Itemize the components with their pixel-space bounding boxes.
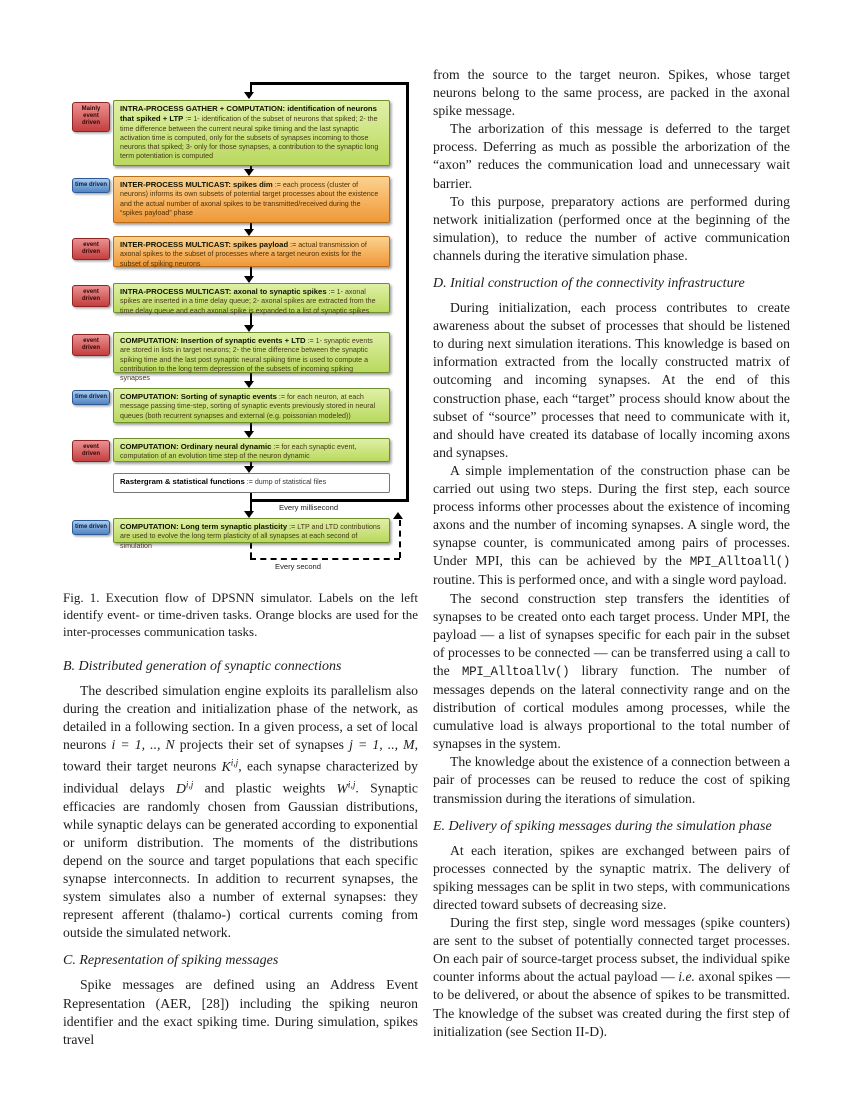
arrow-down-icon xyxy=(244,431,254,438)
flow-block-title: INTER-PROCESS MULTICAST: spikes payload xyxy=(120,240,289,249)
text-segment: C. Representation of spiking messages xyxy=(63,953,279,969)
arrow-down-icon xyxy=(244,229,254,236)
side-label-time-driven: time driven xyxy=(72,520,110,535)
side-label-event-driven: event driven xyxy=(72,285,110,307)
flow-block-intra-process-gather xyxy=(113,100,390,166)
flow-block-rastergram xyxy=(113,473,390,493)
loop-label-second: Every second xyxy=(275,562,322,571)
section-heading-c xyxy=(63,953,418,969)
text-segment: axonal spikes — to be delivered, or about the absence of spikes to be transmitted. The knowledge of the subset was created during the first step of initialization (see Section II-D). xyxy=(433,969,790,1039)
text-segment: K$^{i,j}$ xyxy=(221,758,239,774)
text-segment: library function. The number of messages depends on the lateral connectivity range and on the distribution of cortical modules among processes, while the cumulative load is always proportional to the total number of synapses in the system. xyxy=(433,662,790,752)
flow-line xyxy=(250,373,253,381)
arrow-down-icon xyxy=(244,511,254,518)
paragraph-d2 xyxy=(433,462,790,590)
text-segment: At each iteration, spikes are exchanged between pairs of processes connected by the synaptic matrix. The delivery of spiking messages can be split in two steps, with communications directed toward subsets of decreasing size. xyxy=(433,842,790,912)
flow-block-title: Rastergram & statistical functions xyxy=(120,477,245,486)
flow-block-title: COMPUTATION: Long term synaptic plasticity xyxy=(120,522,288,531)
paragraph-e2 xyxy=(433,914,790,1041)
right-column xyxy=(433,66,790,1041)
flow-block-desc: := dump of statistical files xyxy=(246,478,327,486)
text-segment: A simple implementation of the construction phase can be carried out using two steps. During the first step, each source process informs other processes about the existence of incoming axons and the number of incoming synapses. A single word, the synapse counter, is communicated among pairs of processes. Under MPI, this can be achieved by the xyxy=(433,462,790,569)
text-segment: D$^{i,j}$ xyxy=(176,780,194,796)
text-segment: . Synaptic efficacies are randomly chosen from Gaussian distributions, while synaptic delays can be generated according to exponential or uniform distribution. The moments of the distributions depend on the source and target populations that each specific synapse interconnects. In addition to recurrent synapses, the system simulates also a number of external synapses: they represent afferent (thalamo-) cortical currents coming from outside the simulated network. xyxy=(63,780,418,941)
arrow-down-icon xyxy=(244,466,254,473)
side-label-event-driven: event driven xyxy=(72,440,110,462)
text-segment: , toward their target neurons xyxy=(63,737,418,774)
flow-block-long-term-plasticity xyxy=(113,518,390,550)
flow-line xyxy=(250,423,253,431)
flow-block-sorting xyxy=(113,388,390,423)
side-label-event-driven: event driven xyxy=(72,334,110,356)
text-segment: MPI_Alltoall() xyxy=(689,555,790,570)
flow-block-title: COMPUTATION: Ordinary neural dynamic xyxy=(120,442,272,451)
flow-block-title: INTRA-PROCESS MULTICAST: axonal to synaptic spikes xyxy=(120,287,327,296)
flow-line xyxy=(250,267,253,276)
paragraph-d3 xyxy=(433,590,790,754)
text-segment: During the first step, single word messages (spike counters) are sent to the subset of potentially connected target processes. On each pair of source-target process subset, the individual spike counter informs about the actual payload — xyxy=(433,915,790,985)
loop-dashed-line xyxy=(250,558,400,560)
paragraph-d4 xyxy=(433,753,790,807)
flow-block-desc: := 1- identification of the subset of neurons that spiked; 2- the time difference between the current neural spike timing and the last synaptic activation time is computed, only for the subsets of synapses incoming to those neurons that spiked; 3- only for those synapses, a contribution to the synaptic long term potentiation is computed xyxy=(120,115,379,161)
loop-line-right xyxy=(406,82,409,502)
flow-block-desc: := 1- axonal spikes are inserted in a time delay queue; 2- axonal spikes are extracted from the time delay queue and each axonal spike is expanded to a list of synaptic spikes xyxy=(120,288,376,315)
flow-block-desc: := LTP and LTD contributions are used to evolve the long term plasticity of all synapses at each second of simulation xyxy=(120,523,381,550)
text-segment: The knowledge about the existence of a connection between a pair of processes can be reused to reduce the cost of spiking transmission during the iterations of simulation. xyxy=(433,754,790,806)
text-segment: i.e. xyxy=(678,969,695,985)
flow-block-desc: := actual transmission of axonal spikes to the subset of processes where a target neuron exists for the subset of spiking neurons xyxy=(120,241,367,268)
text-segment: MPI_Alltoallv() xyxy=(461,664,570,679)
text-segment: and plastic weights xyxy=(193,780,337,796)
paragraph-arborization xyxy=(433,120,790,192)
loop-line-return xyxy=(250,499,409,502)
arrow-up-icon xyxy=(393,512,403,519)
flow-block-title: COMPUTATION: Insertion of synaptic events + LTD xyxy=(120,336,306,345)
text-segment: The described simulation engine exploits its parallelism also during the creation and initialization phase of the network, as detailed in a following section. In a given process, a set of local neurons xyxy=(63,683,418,753)
text-segment: E. Delivery of spiking messages during the simulation phase xyxy=(433,818,772,834)
section-heading-b xyxy=(63,659,418,675)
side-label-event-driven: event driven xyxy=(72,238,110,260)
text-segment: projects their set of synapses xyxy=(174,737,350,753)
flow-block-title: INTRA-PROCESS GATHER + COMPUTATION: identification of neurons that spiked + LTP xyxy=(120,104,377,124)
loop-dashed-line xyxy=(250,543,252,558)
side-label-time-driven: time driven xyxy=(72,390,110,405)
text-segment: The arborization of this message is deferred to the target process. Deferring as much as possible the arborization of the “axon” reduces the communication load and unnecessary wait barrier. xyxy=(433,121,790,191)
arrow-down-icon xyxy=(244,325,254,332)
side-label-mainly-event-driven: Mainly event driven xyxy=(72,102,110,132)
text-segment: D. Initial construction of the connectivity infrastructure xyxy=(433,276,745,292)
flow-block-spikes-dim xyxy=(113,176,390,223)
flow-block-desc: := 1- synaptic events are stored in lists in target neurons; 2- the time difference between the synaptic spiking time and the last post synaptic neural spiking time is used to compute a contribution to the long term depression of the subsets of incoming spiking synapses xyxy=(120,337,373,383)
section-heading-e xyxy=(433,819,790,835)
section-heading-d xyxy=(433,276,790,292)
text-segment: To this purpose, preparatory actions are performed during network initialization (performed once at the beginning of the simulation), to reduce the number of active communication channels during the iterative simulation phase. xyxy=(433,193,790,263)
text-segment: During initialization, each process contributes to create awareness about the subset of processes that should be listened to during next simulation iterations. This knowledge is based on information extracted from the locally constructed matrix of outcoming and incoming synapses. At the end of this construction phase, each “target” process should know about the subset of “source” processes that need to communicate with it, and should have created its database of locally incoming axons and synapses. xyxy=(433,300,790,460)
arrow-down-icon xyxy=(244,92,254,99)
flow-block-axonal-to-synaptic xyxy=(113,283,390,313)
flow-block-insertion-ltd xyxy=(113,332,390,383)
paragraph-d1 xyxy=(433,299,790,462)
text-segment: B. Distributed generation of synaptic connections xyxy=(63,659,342,674)
flow-block-title: INTER-PROCESS MULTICAST: spikes dim xyxy=(120,180,273,189)
flow-block-desc: := for each synaptic event, computation of an evolution time step of the neuron dynamic xyxy=(120,443,357,461)
loop-label-millisecond: Every millisecond xyxy=(279,503,339,512)
flow-line xyxy=(250,493,253,511)
arrow-down-icon xyxy=(244,276,254,283)
loop-line-top xyxy=(250,82,409,85)
paragraph-e1 xyxy=(433,842,790,914)
paragraph-b1 xyxy=(63,682,418,942)
arrow-down-icon xyxy=(244,169,254,176)
text-segment: , each synapse characterized by individual delays xyxy=(63,758,418,796)
paragraph-continuation xyxy=(433,66,790,120)
flow-block-spikes-payload xyxy=(113,236,390,267)
flow-block-title: COMPUTATION: Sorting of synaptic events xyxy=(120,392,277,401)
figure-execution-flow xyxy=(63,75,418,582)
text-segment: routine. This is performed once, and with a single word payload. xyxy=(433,572,787,588)
text-segment: from the source to the target neuron. Spikes, whose target neurons belong to the same process, are packed in the axonal spike message. xyxy=(433,67,790,119)
text-segment: j = 1, .., M xyxy=(349,737,415,753)
flow-block-desc: := each process (cluster of neurons) informs its own subsets of potential target processes about the existence and the actual number of axonal spikes to be transmitted/received during the “spikes payload” phase xyxy=(120,181,379,217)
side-label-time-driven: time driven xyxy=(72,178,110,193)
arrow-down-icon xyxy=(244,381,254,388)
text-segment: The second construction step transfers the identities of synapses to be created onto each target process. Under MPI, the payload — a list of synapses specific for each pair in the subset of processes to be connected — can be transferred using a call to the xyxy=(433,590,790,678)
text-segment: W$^{i,j}$ xyxy=(336,780,356,796)
flow-block-neural-dynamic xyxy=(113,438,390,462)
paragraph-preparatory xyxy=(433,193,790,265)
text-segment: i = 1, .., N xyxy=(111,737,175,753)
paragraph-c1 xyxy=(63,976,418,1048)
figure-caption: Fig. 1. Execution flow of DPSNN simulator. Labels on the left identify event- or time-driven tasks. Orange blocks are used for the inter-processes communication tasks. xyxy=(63,590,418,639)
loop-dashed-line xyxy=(399,520,401,558)
left-column xyxy=(63,648,418,1049)
text-segment: Spike messages are defined using an Address Event Representation (AER, [28]) including the spiking neuron identifier and the exact spiking time. During simulation, spikes travel xyxy=(63,977,418,1047)
flow-block-desc: := for each neuron, at each message passing time-step, sorting of synaptic events previously stored in neural queues (both recurrent synapses and external (e.g. poissonian modeled)) xyxy=(120,393,376,420)
